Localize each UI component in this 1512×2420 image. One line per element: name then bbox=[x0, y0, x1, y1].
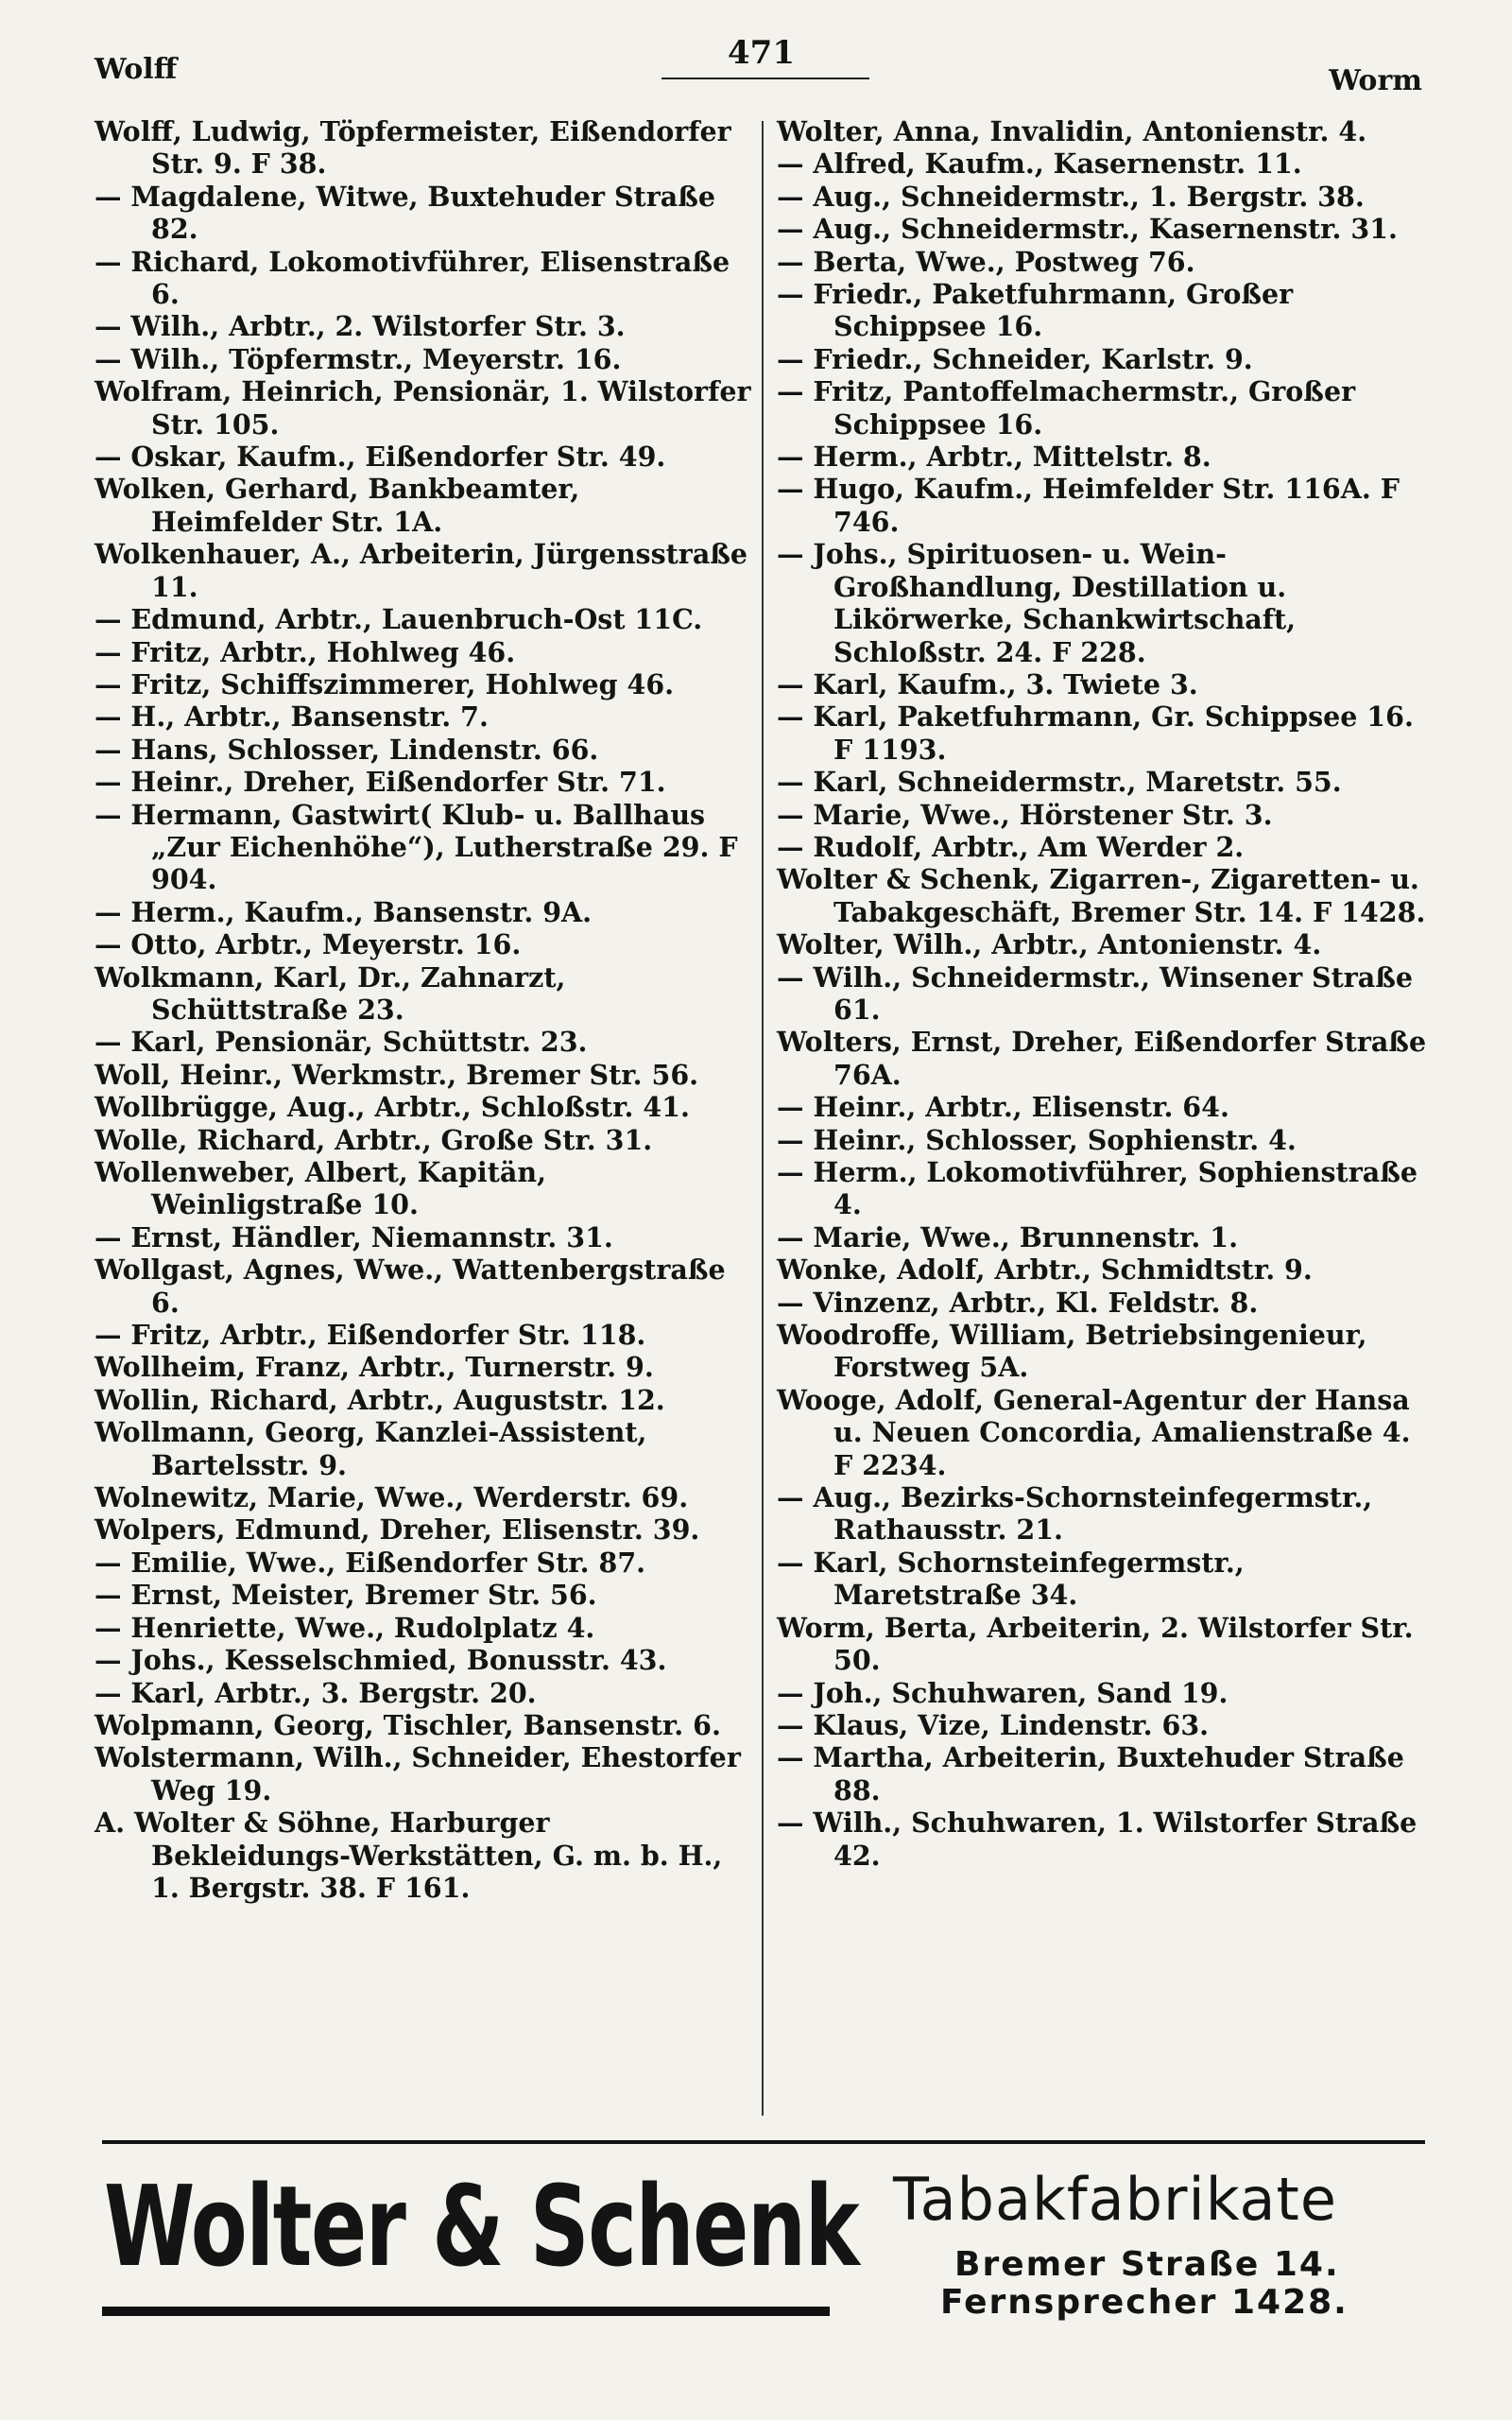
directory-entry: — Wilh., Arbtr., 2. Wilstorfer Str. 3. bbox=[94, 310, 626, 343]
directory-entry: — Marie, Wwe., Brunnenstr. 1. bbox=[777, 1220, 1239, 1253]
directory-entry: Wollheim, Franz, Arbtr., Turnerstr. 9. bbox=[94, 1351, 654, 1384]
directory-entry: — Herm., Lokomotivführer, Sophienstraße 4. bbox=[777, 1156, 1418, 1221]
directory-entry: Wolkenhauer, A., Arbeiterin, Jürgensstraße 11. bbox=[94, 538, 748, 603]
directory-entry: — Heinr., Dreher, Eißendorfer Str. 71. bbox=[94, 766, 666, 799]
advertisement-brand: Wolter & Schenk bbox=[104, 2161, 859, 2291]
directory-entry: Wolter & Schenk, Zigarren-, Zigaretten- u. Tabakgeschäft, Bremer Str. 14. F 1428. bbox=[777, 863, 1426, 928]
directory-entry: — Fritz, Schiffszimmerer, Hohlweg 46. bbox=[94, 667, 675, 700]
directory-entry: — Friedr., Schneider, Karlstr. 9. bbox=[777, 342, 1253, 375]
header-rule bbox=[662, 78, 869, 79]
page-number: 471 bbox=[728, 34, 795, 72]
advertisement-rule-bottom bbox=[102, 2307, 830, 2316]
directory-entry: — Heinr., Arbtr., Elisenstr. 64. bbox=[777, 1091, 1229, 1124]
directory-entry: Wooge, Adolf, General-Agentur der Hansa u. Neuen Concordia, Amalienstraße 4. F 2234. bbox=[777, 1383, 1411, 1481]
directory-entry: — Aug., Schneidermstr., Kasernenstr. 31. bbox=[777, 213, 1398, 246]
directory-entry: Wollgast, Agnes, Wwe., Wattenbergstraße 6. bbox=[94, 1253, 726, 1319]
directory-entry: — Karl, Schornsteinfegermstr., Maretstraße 34. bbox=[777, 1546, 1245, 1612]
directory-entry: — H., Arbtr., Bansenstr. 7. bbox=[94, 700, 489, 734]
directory-entry: — Vinzenz, Arbtr., Kl. Feldstr. 8. bbox=[777, 1286, 1259, 1319]
directory-entry: — Karl, Schneidermstr., Maretstr. 55. bbox=[777, 766, 1342, 799]
running-head-right: Worm bbox=[1329, 64, 1422, 97]
directory-entry: — Klaus, Vize, Lindenstr. 63. bbox=[777, 1708, 1210, 1741]
directory-entry: Wolff, Ludwig, Töpfermeister, Eißendorfer Str. 9. F 38. bbox=[94, 115, 731, 181]
directory-entry: — Karl, Paketfuhrmann, Gr. Schippsee 16. F 1193. bbox=[777, 700, 1414, 766]
directory-entry: Wolpmann, Georg, Tischler, Bansenstr. 6. bbox=[94, 1708, 721, 1741]
directory-entry: — Martha, Arbeiterin, Buxtehuder Straße 88. bbox=[777, 1741, 1404, 1806]
directory-entry: — Magdalene, Witwe, Buxtehuder Straße 82. bbox=[94, 180, 715, 246]
directory-entry: — Alfred, Kaufm., Kasernenstr. 11. bbox=[777, 147, 1302, 181]
directory-entry: Wolle, Richard, Arbtr., Große Str. 31. bbox=[94, 1123, 653, 1156]
directory-entry: — Rudolf, Arbtr., Am Werder 2. bbox=[777, 830, 1245, 863]
directory-entry: — Wilh., Töpfermstr., Meyerstr. 16. bbox=[94, 342, 622, 375]
directory-entry: — Ernst, Meister, Bremer Str. 56. bbox=[94, 1579, 597, 1612]
advertisement-phone: Fernsprecher 1428. bbox=[940, 2283, 1349, 2322]
directory-entry: Wollenweber, Albert, Kapitän, Weinligstraße 10. bbox=[94, 1156, 547, 1221]
directory-entry: — Berta, Wwe., Postweg 76. bbox=[777, 245, 1195, 278]
advertisement-rule-top bbox=[102, 2140, 1425, 2144]
column-divider bbox=[762, 121, 764, 2116]
directory-entry: — Emilie, Wwe., Eißendorfer Str. 87. bbox=[94, 1546, 646, 1579]
directory-entry: — Ernst, Händler, Niemannstr. 31. bbox=[94, 1220, 613, 1253]
directory-entry: Wolkmann, Karl, Dr., Zahnarzt, Schüttstraße 23. bbox=[94, 960, 566, 1026]
directory-entry: — Henriette, Wwe., Rudolplatz 4. bbox=[94, 1611, 595, 1644]
directory-entry: Wolnewitz, Marie, Wwe., Werderstr. 69. bbox=[94, 1481, 689, 1514]
directory-entry: Wolters, Ernst, Dreher, Eißendorfer Straße 76A. bbox=[777, 1026, 1427, 1091]
directory-entry: Wolken, Gerhard, Bankbeamter, Heimfelder Str. 1A. bbox=[94, 473, 580, 538]
directory-entry: — Fritz, Pantoffelmachermstr., Großer Schippsee 16. bbox=[777, 375, 1356, 441]
directory-entry: Wolfram, Heinrich, Pensionär, 1. Wilstorfer Str. 105. bbox=[94, 375, 751, 441]
directory-entry: — Aug., Schneidermstr., 1. Bergstr. 38. bbox=[777, 180, 1365, 213]
directory-entry: — Herm., Kaufm., Bansenstr. 9A. bbox=[94, 895, 593, 928]
directory-entry: — Johs., Kesselschmied, Bonusstr. 43. bbox=[94, 1644, 667, 1677]
right-column bbox=[777, 115, 1429, 1872]
directory-entry: Wolpers, Edmund, Dreher, Elisenstr. 39. bbox=[94, 1513, 700, 1547]
directory-entry: — Edmund, Arbtr., Lauenbruch-Ost 11C. bbox=[94, 603, 703, 636]
directory-entry: Woll, Heinr., Werkmstr., Bremer Str. 56. bbox=[94, 1058, 699, 1091]
directory-entry: Wolter, Wilh., Arbtr., Antonienstr. 4. bbox=[777, 928, 1322, 961]
directory-entry: Woodroffe, William, Betriebsingenieur, Forstweg 5A. bbox=[777, 1319, 1367, 1384]
directory-entry: Wonke, Adolf, Arbtr., Schmidtstr. 9. bbox=[777, 1253, 1313, 1287]
advertisement-address: Bremer Straße 14. bbox=[954, 2245, 1340, 2284]
directory-entry: — Karl, Arbtr., 3. Bergstr. 20. bbox=[94, 1676, 537, 1709]
directory-entry: — Hugo, Kaufm., Heimfelder Str. 116A. F 746. bbox=[777, 473, 1400, 538]
directory-entry: — Joh., Schuhwaren, Sand 19. bbox=[777, 1676, 1228, 1709]
directory-entry: — Aug., Bezirks-Schornsteinfegermstr., Rathausstr. 21. bbox=[777, 1481, 1373, 1547]
directory-entry: — Wilh., Schneidermstr., Winsener Straße 61. bbox=[777, 960, 1414, 1026]
directory-entry: — Otto, Arbtr., Meyerstr. 16. bbox=[94, 928, 522, 961]
directory-entry: — Fritz, Arbtr., Eißendorfer Str. 118. bbox=[94, 1319, 646, 1352]
directory-entry: Wollmann, Georg, Kanzlei-Assistent, Bartelsstr. 9. bbox=[94, 1416, 647, 1481]
running-head-left: Wolff bbox=[94, 53, 178, 86]
directory-entry: — Wilh., Schuhwaren, 1. Wilstorfer Straße 42. bbox=[777, 1806, 1418, 1872]
directory-entry: — Heinr., Schlosser, Sophienstr. 4. bbox=[777, 1123, 1297, 1156]
directory-entry: — Hans, Schlosser, Lindenstr. 66. bbox=[94, 733, 599, 766]
directory-entry: Worm, Berta, Arbeiterin, 2. Wilstorfer Str. 50. bbox=[777, 1611, 1414, 1677]
directory-entry: A. Wolter & Söhne, Harburger Bekleidungs-Werkstätten, G. m. b. H., 1. Bergstr. 38. F 161. bbox=[94, 1806, 723, 1904]
directory-entry: — Richard, Lokomotivführer, Elisenstraße 6. bbox=[94, 245, 730, 311]
directory-entry: Wollbrügge, Aug., Arbtr., Schloßstr. 41. bbox=[94, 1091, 690, 1124]
left-column bbox=[94, 115, 756, 1904]
directory-entry: — Karl, Pensionär, Schüttstr. 23. bbox=[94, 1026, 588, 1059]
directory-entry: — Fritz, Arbtr., Hohlweg 46. bbox=[94, 635, 516, 668]
directory-entry: — Friedr., Paketfuhrmann, Großer Schippsee 16. bbox=[777, 278, 1294, 343]
advertisement-title: Tabakfabrikate bbox=[893, 2165, 1338, 2234]
directory-entry: Wollin, Richard, Arbtr., Auguststr. 12. bbox=[94, 1383, 665, 1416]
directory-entry: Wolstermann, Wilh., Schneider, Ehestorfer Weg 19. bbox=[94, 1741, 741, 1806]
directory-entry: — Marie, Wwe., Hörstener Str. 3. bbox=[777, 798, 1273, 831]
directory-entry: — Oskar, Kaufm., Eißendorfer Str. 49. bbox=[94, 441, 666, 474]
directory-entry: — Hermann, Gastwirt( Klub- u. Ballhaus „Zur Eichenhöhe“), Lutherstraße 29. F 904. bbox=[94, 798, 738, 896]
directory-entry: — Johs., Spirituosen- u. Wein-Großhandlung, Destillation u. Likörwerke, Schankwirtschaft, Schloßstr. 24. F 228. bbox=[777, 538, 1297, 668]
directory-entry: — Karl, Kaufm., 3. Twiete 3. bbox=[777, 667, 1198, 700]
directory-entry: — Herm., Arbtr., Mittelstr. 8. bbox=[777, 441, 1211, 474]
directory-entry: Wolter, Anna, Invalidin, Antonienstr. 4. bbox=[777, 115, 1367, 147]
